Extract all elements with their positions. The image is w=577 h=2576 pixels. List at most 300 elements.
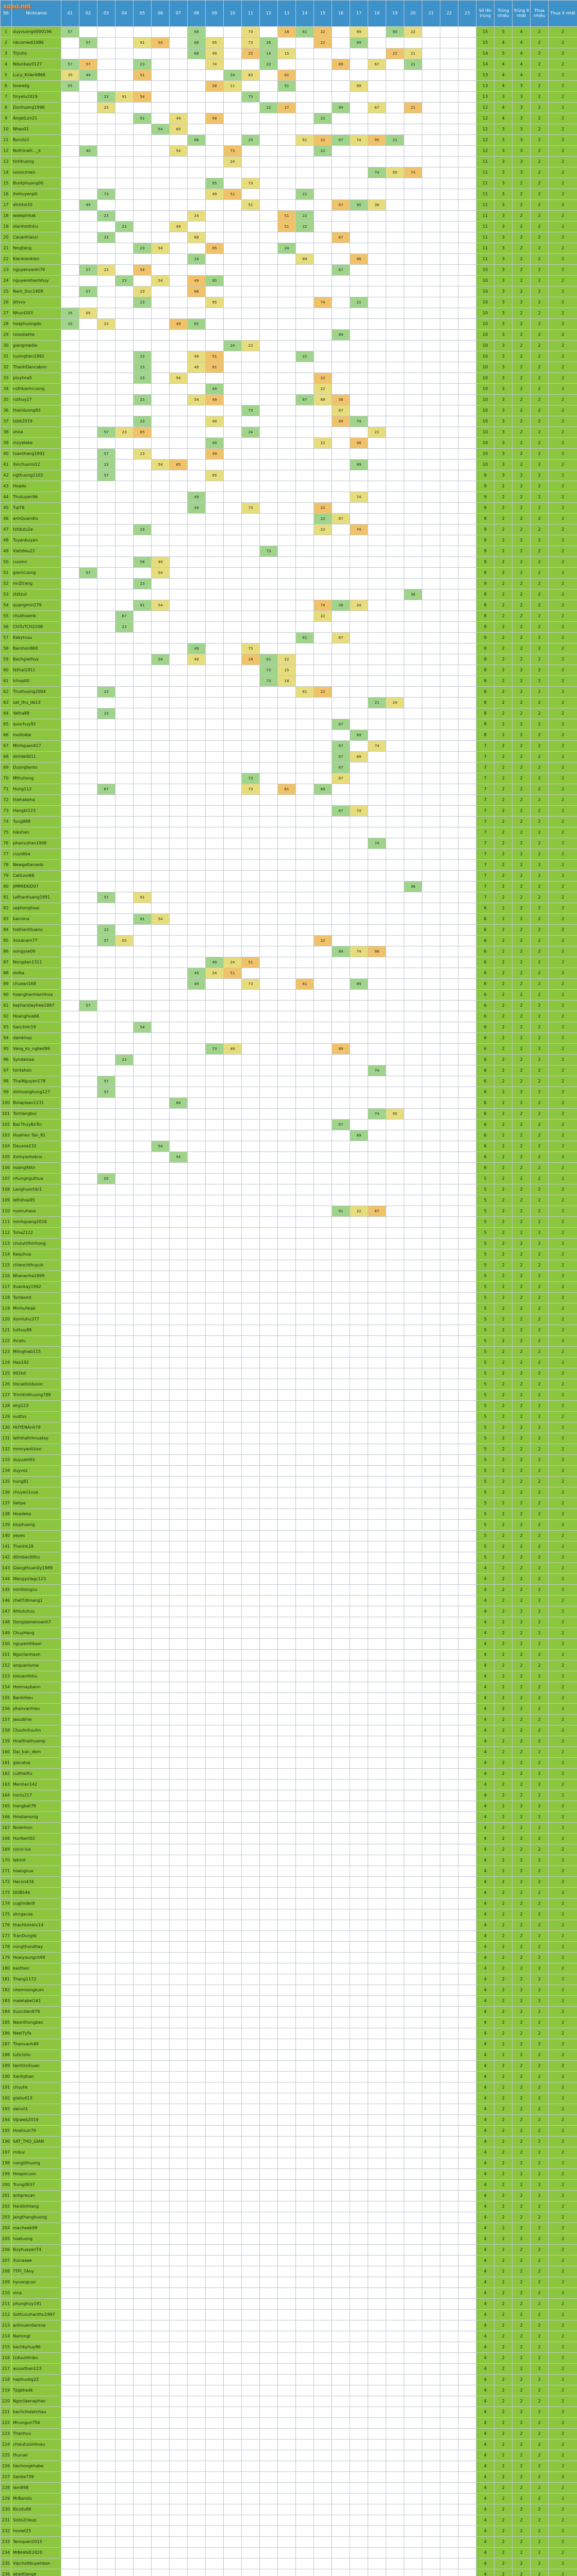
nickname-link[interactable]: chienchthuyuh xyxy=(12,1260,61,1271)
day-pick-cell xyxy=(350,1195,368,1206)
day-pick-cell xyxy=(134,1650,152,1660)
day-pick-cell xyxy=(404,1736,422,1747)
nickname-link[interactable]: dianhmtnhu xyxy=(12,222,61,232)
day-pick-cell xyxy=(260,589,278,600)
nickname-link[interactable]: dtimbacttthu xyxy=(12,1552,61,1563)
nickname-link[interactable]: hoanglt6tn xyxy=(12,1163,61,1174)
nickname-link[interactable]: roixoilathe xyxy=(12,330,61,341)
nickname-link[interactable]: kieuanhhhu xyxy=(12,1671,61,1682)
nickname-link[interactable]: Thuthuong2004 xyxy=(12,687,61,698)
day-pick-cell xyxy=(350,1055,368,1065)
nickname-link[interactable]: hoaphuongdo xyxy=(12,319,61,330)
day-pick-cell xyxy=(314,708,332,719)
nickname-link[interactable]: tsbb2019 xyxy=(12,416,61,427)
day-pick-cell xyxy=(458,1715,476,1725)
nickname-link[interactable]: nbcomedi1986 xyxy=(12,38,61,48)
nickname-link[interactable]: Minhuhkab xyxy=(12,1303,61,1314)
day-pick-cell xyxy=(79,849,97,860)
day-pick-cell xyxy=(61,979,79,990)
nickname-link[interactable]: Kienkienkien xyxy=(12,254,61,265)
day-pick-cell xyxy=(422,524,440,535)
day-pick-cell xyxy=(206,557,224,568)
day-pick-cell xyxy=(188,535,206,546)
nickname-link[interactable]: duyvoz xyxy=(12,1466,61,1477)
nickname-link[interactable]: nguyenthbaxr xyxy=(12,1639,61,1650)
nickname-link[interactable]: Hoahien Tan_81 xyxy=(12,1130,61,1141)
day-pick-cell xyxy=(350,1444,368,1455)
nickname-link[interactable]: chuthoamk xyxy=(12,611,61,622)
nickname-link[interactable]: Syndaisaa xyxy=(12,1055,61,1065)
day-pick-cell xyxy=(422,1498,440,1509)
nickname-link[interactable]: minhlongvu xyxy=(12,1585,61,1596)
nickname-link[interactable]: hung81 xyxy=(12,1477,61,1487)
day-pick-cell: 51 xyxy=(224,968,242,979)
nickname-link[interactable]: Vietdieu22 xyxy=(12,546,61,557)
day-pick-cell xyxy=(278,308,296,319)
nickname-link[interactable]: BacThuyBoToi xyxy=(12,1120,61,1130)
day-pick-cell xyxy=(386,373,404,384)
nickname-link[interactable]: Bolaplaan1131 xyxy=(12,1098,61,1109)
nickname-link[interactable]: Xomluhu377 xyxy=(12,1314,61,1325)
day-pick-cell xyxy=(260,1585,278,1596)
day-pick-cell xyxy=(97,946,116,957)
nickname-link[interactable]: Dongdamenoanh7 xyxy=(12,1617,61,1628)
day-pick-cell xyxy=(134,1130,152,1141)
day-pick-cell xyxy=(170,1282,188,1293)
stat-cell: 2 xyxy=(513,1011,531,1022)
day-pick-cell xyxy=(260,330,278,341)
day-pick-cell xyxy=(368,1574,386,1585)
day-pick-cell xyxy=(260,416,278,427)
day-pick-cell: 67 xyxy=(368,59,386,70)
day-pick-cell xyxy=(458,968,476,979)
day-pick-cell xyxy=(260,979,278,990)
nickname-link[interactable]: quochuy92 xyxy=(12,719,61,730)
day-pick-cell xyxy=(278,373,296,384)
stat-cell: 5 xyxy=(476,1433,494,1444)
nickname-link[interactable]: Trinhthithuong789 xyxy=(12,1390,61,1401)
nickname-link[interactable]: Hoado xyxy=(12,481,61,492)
nickname-link[interactable]: Tql78 xyxy=(12,503,61,514)
nickname-link[interactable]: trathanhtuanu xyxy=(12,925,61,936)
nickname-link[interactable]: Hangkt123 xyxy=(12,806,61,817)
stat-cell: 2 xyxy=(513,698,531,708)
nickname-link[interactable]: duyuahl93 xyxy=(12,1455,61,1466)
nickname-link[interactable]: Ahtutuhuu xyxy=(12,1606,61,1617)
nickname-link[interactable]: ChuyHang xyxy=(12,1628,61,1639)
day-pick-cell xyxy=(368,460,386,470)
nickname-link[interactable]: duyvuong0000196 xyxy=(12,27,61,38)
day-pick-cell xyxy=(170,254,188,265)
nickname-link[interactable]: Hoanghoa66 xyxy=(12,1011,61,1022)
nickname-link[interactable]: Hung112 xyxy=(12,784,61,795)
day-pick-cell xyxy=(260,222,278,232)
nickname-link[interactable]: mrZtrang xyxy=(12,579,61,589)
stat-cell: 2 xyxy=(513,1325,531,1336)
nickname-link[interactable]: giacalua xyxy=(12,1758,61,1769)
nickname-link[interactable]: Kakytvuu xyxy=(12,633,61,643)
stat-cell: 8 xyxy=(476,600,494,611)
stat-cell: 2 xyxy=(513,1477,531,1487)
nickname-link[interactable]: lhcatu xyxy=(12,1336,61,1347)
day-pick-cell xyxy=(152,1217,170,1228)
stat-cell: 2 xyxy=(531,1725,549,1736)
nickname-link[interactable]: Ichop00 xyxy=(12,676,61,687)
day-pick-cell xyxy=(422,265,440,276)
day-pick-cell xyxy=(224,1174,242,1184)
day-pick-cell xyxy=(61,1650,79,1660)
nickname-link[interactable]: BanhHieu xyxy=(12,1693,61,1704)
nickname-link[interactable]: Bamhon860 xyxy=(12,643,61,654)
nickname-link[interactable]: loveadg xyxy=(12,81,61,92)
nickname-link[interactable]: hoanghanhlanhhoa xyxy=(12,990,61,1001)
day-pick-cell xyxy=(79,1682,97,1693)
stat-cell: 2 xyxy=(531,1325,549,1336)
nickname-link[interactable]: chuyen1vua xyxy=(12,1487,61,1498)
nickname-link[interactable]: nuonuhasa xyxy=(12,1206,61,1217)
nickname-link[interactable]: kephandayfree1997 xyxy=(12,1001,61,1011)
nickname-link[interactable]: fengtang xyxy=(12,243,61,254)
nickname-link[interactable]: nuongtien1992 xyxy=(12,351,61,362)
stat-cell: 2 xyxy=(549,600,577,611)
day-pick-cell xyxy=(422,1596,440,1606)
nickname-link[interactable]: hieshan xyxy=(12,827,61,838)
nickname-link[interactable]: ehg123 xyxy=(12,1401,61,1412)
day-pick-cell: 54 xyxy=(152,243,170,254)
nickname-link[interactable]: JIMMIEKID07 xyxy=(12,882,61,892)
nickname-link[interactable]: Sanchim19 xyxy=(12,1022,61,1033)
day-pick-cell xyxy=(116,254,134,265)
nickname-link[interactable]: Nothinwh..._k xyxy=(12,146,61,157)
day-pick-cell xyxy=(134,1444,152,1455)
stat-cell: 2 xyxy=(531,1466,549,1477)
nickname-link[interactable]: 902kd xyxy=(12,1368,61,1379)
day-pick-cell xyxy=(79,373,97,384)
nickname-link[interactable]: lethihoa95 xyxy=(12,1195,61,1206)
day-pick-cell xyxy=(440,481,458,492)
nickname-link[interactable]: Ctuuhnhuuhn xyxy=(12,1725,61,1736)
nickname-link[interactable]: Nhunl203 xyxy=(12,308,61,319)
nickname-link[interactable]: Lucy_Killer6868 xyxy=(12,70,61,81)
nickname-link[interactable]: Tunlasmt xyxy=(12,1293,61,1303)
nickname-link[interactable]: pluyhoa5 xyxy=(12,373,61,384)
nickname-link[interactable]: tontahon xyxy=(12,1065,61,1076)
day-pick-cell xyxy=(116,1401,134,1412)
nickname-link[interactable]: Hoatthathuamp xyxy=(12,1736,61,1747)
nickname-link[interactable]: Dai_ban_dem xyxy=(12,1747,61,1758)
nickname-link[interactable]: tinhhuong xyxy=(12,157,61,167)
day-pick-cell xyxy=(386,1574,404,1585)
day-pick-cell xyxy=(332,1660,350,1671)
day-pick-cell xyxy=(116,795,134,806)
nickname-link[interactable]: Hoadeka xyxy=(12,1509,61,1520)
day-pick-cell xyxy=(116,1033,134,1044)
day-pick-cell xyxy=(296,1596,314,1606)
day-pick-cell: 49 xyxy=(152,557,170,568)
day-pick-cell xyxy=(314,1141,332,1152)
stat-cell: 2 xyxy=(549,48,577,59)
nickname-link[interactable]: Thanhk18 xyxy=(12,1541,61,1552)
day-pick-cell xyxy=(61,297,79,308)
nickname-link[interactable]: chulutrthinhong xyxy=(12,1239,61,1249)
nickname-link[interactable]: xongyse09 xyxy=(12,946,61,957)
nickname-link[interactable]: lethihaltrhnuatay xyxy=(12,1433,61,1444)
nickname-link[interactable]: Kaquhua xyxy=(12,1249,61,1260)
nickname-link[interactable]: ThaiNguyen178 xyxy=(12,1076,61,1087)
day-pick-cell xyxy=(314,589,332,600)
nickname-link[interactable]: nguyenvanhi79 xyxy=(12,265,61,276)
nickname-link[interactable]: giamcuong xyxy=(12,568,61,579)
nickname-link[interactable]: Xomyxohobnx xyxy=(12,1152,61,1163)
nickname-link[interactable]: yeyes xyxy=(12,1531,61,1541)
day-pick-cell xyxy=(314,1412,332,1422)
stat-cell: 8 xyxy=(476,654,494,665)
table-row xyxy=(1,330,577,341)
day-pick-cell xyxy=(97,1293,116,1303)
stat-cell: 10 xyxy=(476,319,494,330)
day-pick-cell xyxy=(350,633,368,643)
day-pick-cell xyxy=(422,546,440,557)
day-pick-cell: 89 xyxy=(332,416,350,427)
nickname-link[interactable]: walepinkak xyxy=(12,211,61,222)
nickname-link[interactable]: mmnyanliziso xyxy=(12,1444,61,1455)
site-logo[interactable]: xoso.net xyxy=(3,2,31,10)
nickname-link[interactable]: jktvvy xyxy=(12,297,61,308)
day-pick-cell xyxy=(278,708,296,719)
nickname-link[interactable]: Ngoctanhaxh xyxy=(12,1650,61,1660)
day-pick-cell xyxy=(170,81,188,92)
day-pick-cell xyxy=(224,1660,242,1671)
nickname-link[interactable]: Newgeltanxelo xyxy=(12,860,61,871)
day-pick-cell xyxy=(61,524,79,535)
nickname-link[interactable]: nhungnguthua xyxy=(12,1174,61,1184)
nickname-link[interactable]: thehakeha xyxy=(12,795,61,806)
day-pick-cell xyxy=(116,1412,134,1422)
nickname-link[interactable]: Nhao01 xyxy=(12,124,61,135)
nickname-link[interactable]: Tuha2122 xyxy=(12,1228,61,1239)
nickname-link[interactable]: sudtvs xyxy=(12,1412,61,1422)
nickname-link[interactable]: HUYENAnh79 xyxy=(12,1422,61,1433)
nickname-link[interactable]: dinhtoi10 xyxy=(12,200,61,211)
nickname-link[interactable]: tinyelu2019 xyxy=(12,92,61,103)
nickname-link[interactable]: anhQuandiu xyxy=(12,514,61,524)
day-pick-cell xyxy=(278,838,296,849)
nickname-link[interactable]: dinhsanghung127 xyxy=(12,1087,61,1098)
day-pick-cell xyxy=(79,1585,97,1596)
nickname-link[interactable]: Nongdan1311 xyxy=(12,957,61,968)
nickname-link[interactable]: phanvanhieu xyxy=(12,1704,61,1715)
nickname-link[interactable]: tkthai1911 xyxy=(12,665,61,676)
day-pick-cell xyxy=(224,1466,242,1477)
nickname-link[interactable]: Xoxanam77 xyxy=(12,936,61,946)
day-pick-cell xyxy=(350,1109,368,1120)
nickname-link[interactable]: Nam_Duc1409 xyxy=(12,286,61,297)
day-pick-cell xyxy=(332,860,350,871)
nickname-link[interactable]: thanduong93 xyxy=(12,405,61,416)
nickname-link[interactable]: dinhle0011 xyxy=(12,752,61,762)
day-pick-cell xyxy=(278,1336,296,1347)
nickname-link[interactable]: Bachgiathuy xyxy=(12,654,61,665)
day-pick-cell xyxy=(386,654,404,665)
nickname-link[interactable]: ltuankay1992 xyxy=(12,1282,61,1293)
nickname-link[interactable]: Minhquan417 xyxy=(12,741,61,752)
nickname-link[interactable]: AngelLon21 xyxy=(12,113,61,124)
nickname-link[interactable]: moitoibe xyxy=(12,730,61,741)
nickname-link[interactable]: ThanhDancabnn xyxy=(12,362,61,373)
day-pick-cell xyxy=(188,1455,206,1466)
stat-cell: 2 xyxy=(513,1314,531,1325)
day-pick-cell xyxy=(152,1422,170,1433)
nickname-link[interactable]: doiba xyxy=(12,968,61,979)
day-pick-cell xyxy=(404,914,422,925)
stat-cell: 9 xyxy=(476,579,494,589)
day-pick-cell xyxy=(170,741,188,752)
nickname-link[interactable]: vhoa xyxy=(12,427,61,438)
nickname-link[interactable]: Ndunbay0127 xyxy=(12,59,61,70)
day-pick-cell xyxy=(260,492,278,503)
nickname-link[interactable]: phanvuhan1906 xyxy=(12,838,61,849)
day-pick-cell xyxy=(422,957,440,968)
day-pick-cell xyxy=(314,1347,332,1358)
day-pick-cell xyxy=(116,1174,134,1184)
nickname-link[interactable]: ztztzut xyxy=(12,589,61,600)
day-pick-cell xyxy=(170,405,188,416)
nickname-link[interactable]: Ihohuyenp0 xyxy=(12,189,61,200)
nickname-link[interactable]: bacnina xyxy=(12,914,61,925)
day-pick-cell xyxy=(332,276,350,286)
nickname-link[interactable]: sovucmien xyxy=(12,167,61,178)
day-pick-cell xyxy=(260,1606,278,1617)
stat-cell: 5 xyxy=(476,1531,494,1541)
stat-cell: 5 xyxy=(476,1401,494,1412)
day-pick-cell xyxy=(422,589,440,600)
nickname-link[interactable]: ruthuy27 xyxy=(12,395,61,405)
nickname-link[interactable]: Wangyolagc123 xyxy=(12,1574,61,1585)
day-pick-cell xyxy=(296,276,314,286)
stat-cell: 10 xyxy=(476,330,494,341)
day-pick-cell xyxy=(61,1401,79,1412)
nickname-link[interactable]: Ttyuhs xyxy=(12,48,61,59)
nickname-link[interactable]: nsthkanhcuong xyxy=(12,384,61,395)
day-pick-cell xyxy=(314,59,332,70)
day-pick-cell xyxy=(386,1498,404,1509)
nickname-link[interactable]: tstdutu1e xyxy=(12,524,61,535)
rank-cell: 34 xyxy=(1,384,12,395)
nickname-link[interactable]: Cauanhiassi xyxy=(12,232,61,243)
nickname-link[interactable]: tuanthang1992 xyxy=(12,449,61,460)
nickname-link[interactable]: CaliLovi68 xyxy=(12,871,61,882)
nickname-link[interactable]: jasudime xyxy=(12,1715,61,1725)
day-pick-cell xyxy=(314,1195,332,1206)
stat-cell: 2 xyxy=(531,222,549,232)
nickname-link[interactable]: nguyenkhanhhuy xyxy=(12,276,61,286)
nickname-link[interactable]: Yatha88 xyxy=(12,708,61,719)
nickname-link[interactable]: mzyeleke xyxy=(12,438,61,449)
nickname-link[interactable]: Vang_ko_nglied99 xyxy=(12,1044,61,1055)
day-pick-cell xyxy=(296,773,314,784)
nickname-link[interactable]: Lethanhsang1991 xyxy=(12,892,61,903)
nickname-link[interactable]: dainkhop xyxy=(12,1033,61,1044)
nickname-link[interactable]: sat_thu_de13 xyxy=(12,698,61,708)
nickname-link[interactable]: Donhuong1996 xyxy=(12,103,61,113)
day-pick-cell xyxy=(79,914,97,925)
day-pick-cell xyxy=(79,1206,97,1217)
day-pick-cell xyxy=(170,1747,188,1758)
nickname-link[interactable]: Tuyenbuyen xyxy=(12,535,61,546)
day-pick-cell xyxy=(242,860,260,871)
nickname-link[interactable]: Giangthuan0y1989 xyxy=(12,1563,61,1574)
day-pick-cell xyxy=(224,265,242,276)
nickname-link[interactable]: giangmedia xyxy=(12,341,61,351)
nickname-link[interactable]: Thutuyen96 xyxy=(12,492,61,503)
rank-cell: 113 xyxy=(1,1239,12,1249)
nickname-link[interactable]: quangmin279 xyxy=(12,600,61,611)
nickname-link[interactable]: Duongtanto xyxy=(12,762,61,773)
day-pick-cell xyxy=(224,806,242,817)
nickname-link[interactable]: Tomlangbui xyxy=(12,1109,61,1120)
day-pick-cell xyxy=(242,1628,260,1639)
day-pick-cell xyxy=(61,178,79,189)
day-pick-cell xyxy=(386,341,404,351)
nickname-link[interactable]: ChiTuTCH2208 xyxy=(12,622,61,633)
nickname-link[interactable]: anquanlume xyxy=(12,1660,61,1671)
nickname-link[interactable]: chuean168 xyxy=(12,979,61,990)
day-pick-cell xyxy=(79,589,97,600)
nickname-link[interactable]: ngthuong1102 xyxy=(12,470,61,481)
nickname-link[interactable]: Langhuoctiki1 xyxy=(12,1184,61,1195)
nickname-link[interactable]: biophuong xyxy=(12,1520,61,1531)
stat-cell: 2 xyxy=(513,979,531,990)
day-pick-cell xyxy=(152,752,170,762)
day-pick-cell xyxy=(61,1217,79,1228)
day-pick-cell xyxy=(61,1660,79,1671)
day-pick-cell xyxy=(224,524,242,535)
nickname-link[interactable]: cuumn xyxy=(12,557,61,568)
nickname-link[interactable]: tuthuy88 xyxy=(12,1325,61,1336)
stat-cell: 2 xyxy=(549,1466,577,1477)
nickname-link[interactable]: Mthuhong xyxy=(12,773,61,784)
day-pick-cell xyxy=(224,579,242,589)
nickname-link[interactable]: minhquang2016 xyxy=(12,1217,61,1228)
day-pick-cell xyxy=(422,1715,440,1725)
stat-cell: 3 xyxy=(494,124,513,135)
nickname-link[interactable]: tiocaotoiduooc xyxy=(12,1379,61,1390)
table-row xyxy=(1,968,577,979)
nickname-link[interactable]: Hao192 xyxy=(12,1358,61,1368)
nickname-link[interactable]: Boruto1 xyxy=(12,135,61,146)
nickname-link[interactable]: Xinchuoroi12 xyxy=(12,460,61,470)
nickname-link[interactable]: Dauxoa232 xyxy=(12,1141,61,1152)
day-pick-cell xyxy=(170,654,188,665)
stat-cell: 2 xyxy=(494,698,513,708)
nickname-link[interactable]: Buntphuong00 xyxy=(12,178,61,189)
nickname-link[interactable]: Miinghiab115 xyxy=(12,1347,61,1358)
day-pick-cell xyxy=(386,741,404,752)
nickname-link[interactable]: sephonghoai xyxy=(12,903,61,914)
nickname-link[interactable]: cuyidiba xyxy=(12,849,61,860)
day-pick-cell xyxy=(61,773,79,784)
nickname-link[interactable]: Tung888 xyxy=(12,817,61,827)
nickname-link[interactable]: Nhanenha1999 xyxy=(12,1271,61,1282)
nickname-link[interactable]: chetTdlmang1 xyxy=(12,1596,61,1606)
stat-cell: 2 xyxy=(531,1736,549,1747)
nickname-link[interactable]: Ilahpa xyxy=(12,1498,61,1509)
nickname-link[interactable]: Homnaybann xyxy=(12,1682,61,1693)
day-pick-cell xyxy=(134,481,152,492)
day-pick-cell xyxy=(206,1163,224,1174)
day-pick-cell xyxy=(422,1022,440,1033)
day-pick-cell xyxy=(422,579,440,589)
